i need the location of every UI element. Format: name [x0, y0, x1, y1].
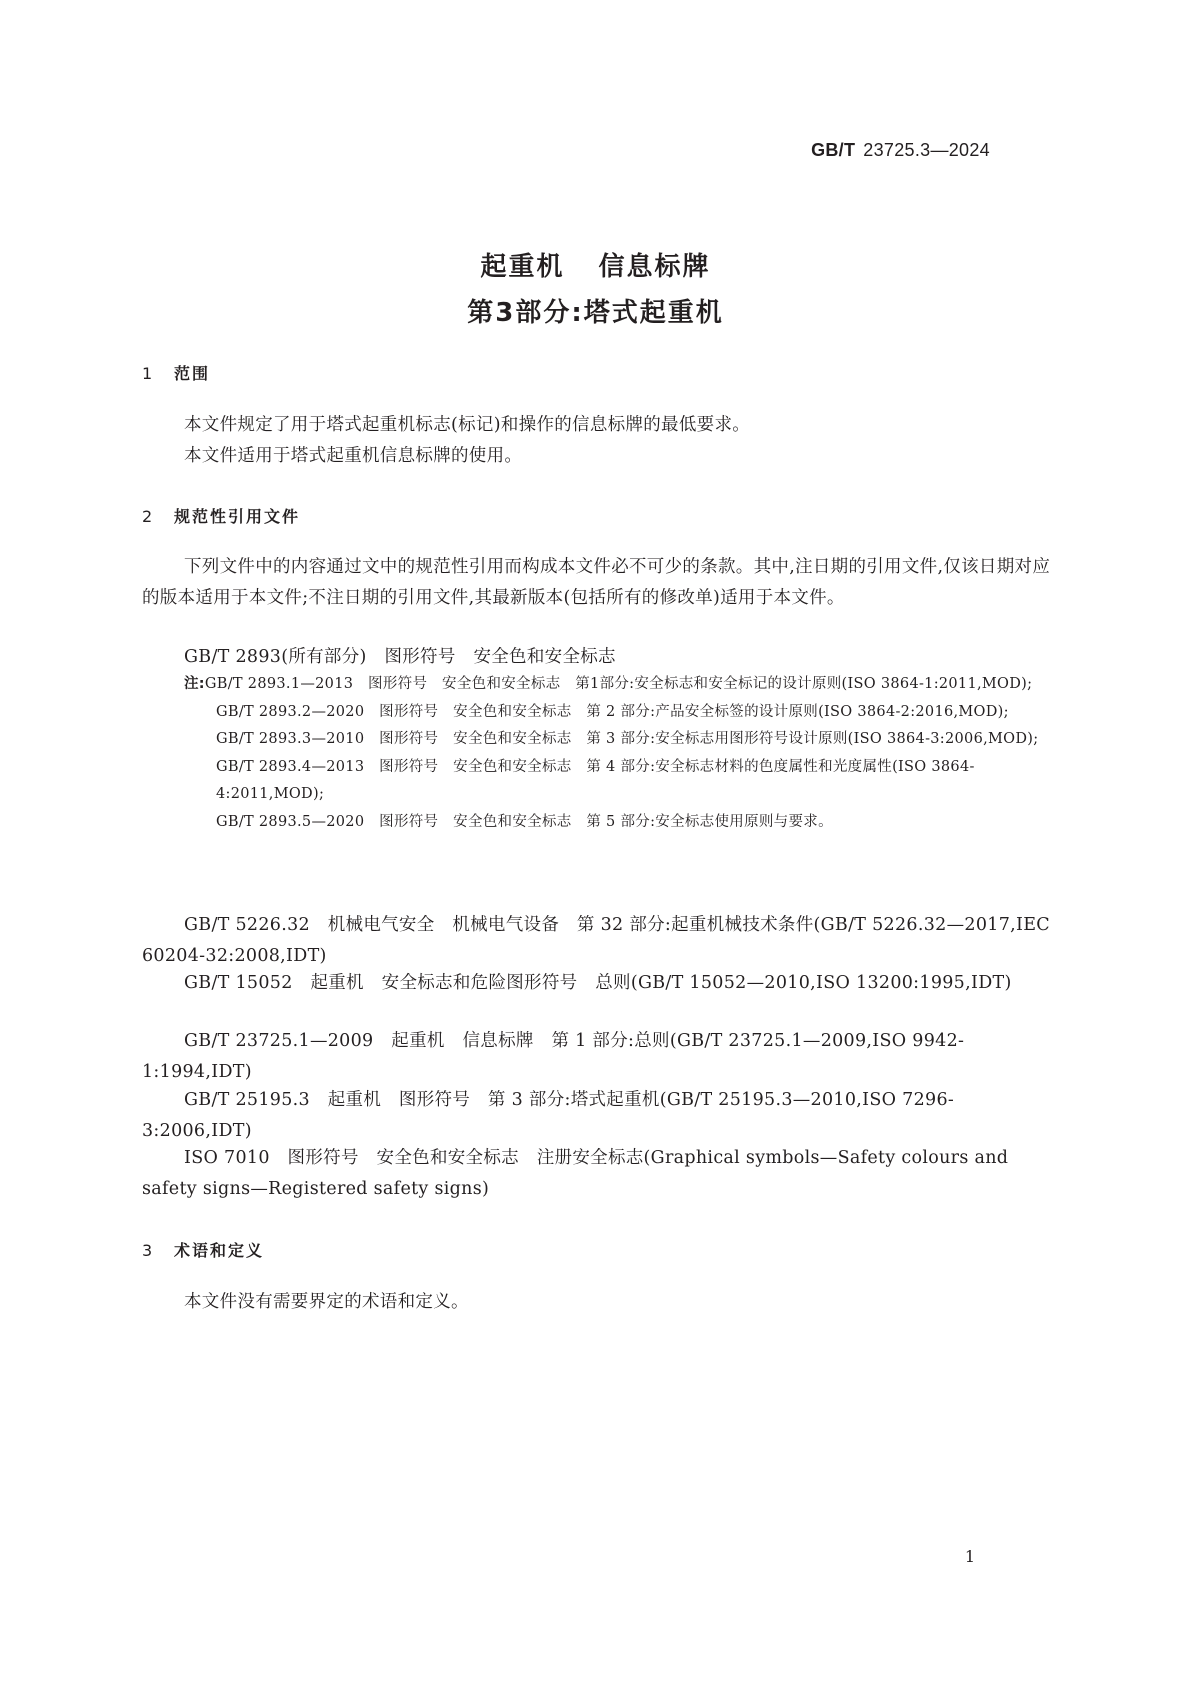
note-item [184, 671, 1054, 699]
title-part1: 起重机 [480, 252, 565, 282]
paragraph: 下列文件中的内容通过文中的规范性引用而构成本文件必不可少的条款。其中,注日期的引用文件,仅该日期对应的版本适用于本文件;不注日期的引用文件,其最新版本(包括所有的修改单)适用于本文件。 [142, 557, 1051, 608]
note-text: GB/T 2893.1—2013 图形符号 安全色和安全标志 第1部分:安全标志和安全标记的设计原则(ISO 3864-1:2011,MOD); [204, 676, 1033, 692]
section-heading-normative-references [142, 504, 300, 527]
title-part2: 信息标牌 [598, 252, 711, 282]
reference-item: GB/T 15052 起重机 安全标志和危险图形符号 总则(GB/T 15052—2010,ISO 13200:1995,IDT) [184, 973, 1012, 993]
section-heading-scope [142, 361, 210, 384]
document-title-line2: 第3部分:塔式起重机 [467, 298, 724, 328]
note-item: GB/T 2893.3—2010 图形符号 安全色和安全标志 第 3 部分:安全标志用图形符号设计原则(ISO 3864-3:2006,MOD); [216, 731, 1039, 747]
reference-item: GB/T 23725.1—2009 起重机 信息标牌 第 1 部分:总则(GB/T 23725.1—2009,ISO 9942-1:1994,IDT) [142, 1031, 965, 1082]
section-title: 范围 [174, 364, 211, 383]
standard-prefix: GB/T [811, 140, 856, 160]
reference-item: ISO 7010 图形符号 安全色和安全标志 注册安全标志(Graphical symbols—Safety colours and safety signs—Registered safety signs) [142, 1148, 1009, 1199]
paragraph: 本文件适用于塔式起重机信息标牌的使用。 [184, 446, 523, 466]
note-item: GB/T 2893.5—2020 图形符号 安全色和安全标志 第 5 部分:安全标志使用原则与要求。 [216, 813, 833, 830]
standard-number: 23725.3—2024 [863, 140, 990, 160]
reference-item: GB/T 2893(所有部分) 图形符号 安全色和安全标志 [184, 647, 616, 667]
section-heading-terms [142, 1238, 264, 1261]
section-title: 规范性引用文件 [174, 507, 301, 526]
page-number: 1 [964, 1547, 975, 1566]
note-item: GB/T 2893.4—2013 图形符号 安全色和安全标志 第 4 部分:安全标志材料的色度属性和光度属性(ISO 3864-4:2011,MOD); [216, 758, 975, 802]
reference-item: GB/T 25195.3 起重机 图形符号 第 3 部分:塔式起重机(GB/T 25195.3—2010,ISO 7296-3:2006,IDT) [142, 1090, 955, 1141]
reference-item: GB/T 5226.32 机械电气安全 机械电气设备 第 32 部分:起重机械技术条件(GB/T 5226.32—2017,IEC 60204-32:2008,IDT) [142, 915, 1050, 966]
section-title: 术语和定义 [174, 1241, 265, 1260]
section-number: 2 [142, 507, 155, 526]
document-title-line1 [0, 246, 1191, 283]
section-number: 1 [142, 364, 155, 383]
note-item: GB/T 2893.2—2020 图形符号 安全色和安全标志 第 2 部分:产品安全标签的设计原则(ISO 3864-2:2016,MOD); [216, 703, 1009, 720]
paragraph: 本文件没有需要界定的术语和定义。 [184, 1292, 469, 1312]
section-number: 3 [142, 1241, 155, 1260]
paragraph: 本文件规定了用于塔式起重机标志(标记)和操作的信息标牌的最低要求。 [184, 415, 751, 435]
standard-code [811, 140, 990, 161]
note-label: 注: [184, 676, 205, 692]
note-block [184, 671, 1054, 836]
